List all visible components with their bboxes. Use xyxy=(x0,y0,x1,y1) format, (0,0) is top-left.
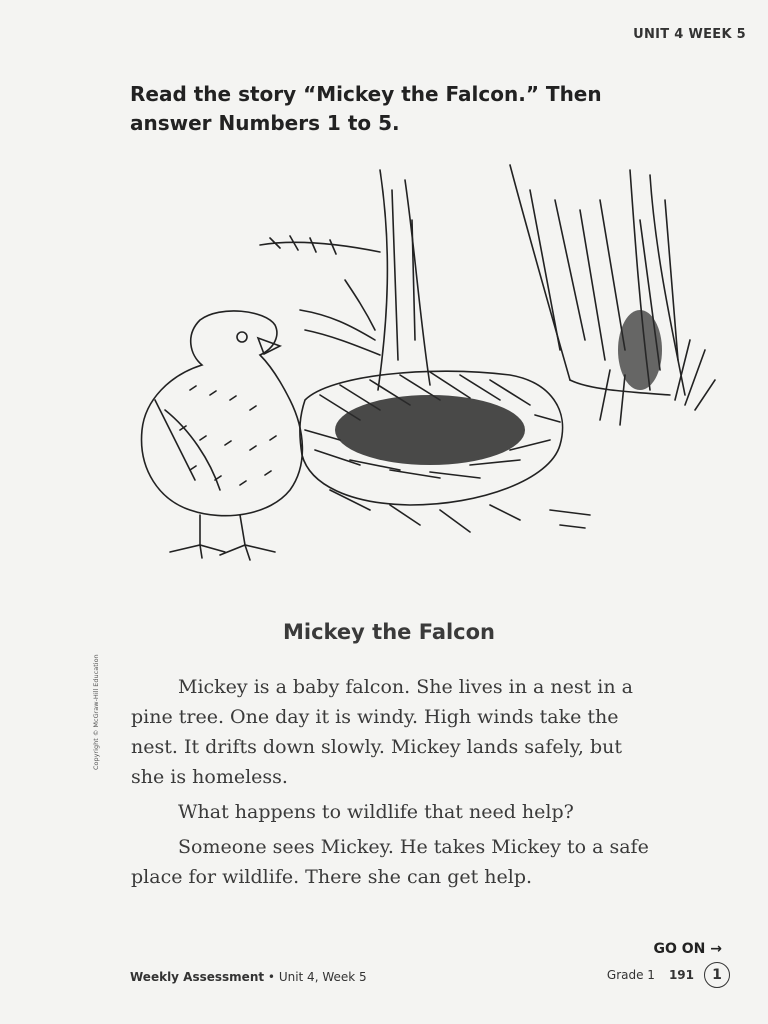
instructions: Read the story “Mickey the Falcon.” Then answer Numbers 1 to 5. xyxy=(130,82,602,135)
footer-page-info xyxy=(607,962,730,988)
story-text xyxy=(131,672,651,897)
story-paragraph-2: What happens to wildlife that need help? xyxy=(178,801,574,823)
copyright-notice xyxy=(92,654,102,770)
falcon-nest-illustration xyxy=(130,160,720,580)
copyright-text: Copyright © McGraw-Hill Education xyxy=(92,654,100,770)
question-number-badge: 1 xyxy=(704,962,730,988)
footer-assessment xyxy=(130,970,367,984)
assessment-label: Weekly Assessment xyxy=(130,970,265,984)
go-on-label: GO ON → xyxy=(653,941,722,957)
grade-label: Grade 1 xyxy=(606,968,655,982)
story-title: Mickey the Falcon xyxy=(282,620,496,644)
page-number: 191 xyxy=(668,968,694,982)
story-paragraph-3: Someone sees Mickey. He takes Mickey to a safe place for wildlife. There she can get help. xyxy=(131,836,649,888)
assessment-detail: • Unit 4, Week 5 xyxy=(264,970,367,984)
story-paragraph-1: Mickey is a baby falcon. She lives in a nest in a pine tree. One day it is windy. High winds take the nest. It drifts down slowly. Mickey lands safely, but she is homeless. xyxy=(131,676,633,788)
unit-week-label: UNIT 4 WEEK 5 xyxy=(633,27,746,42)
